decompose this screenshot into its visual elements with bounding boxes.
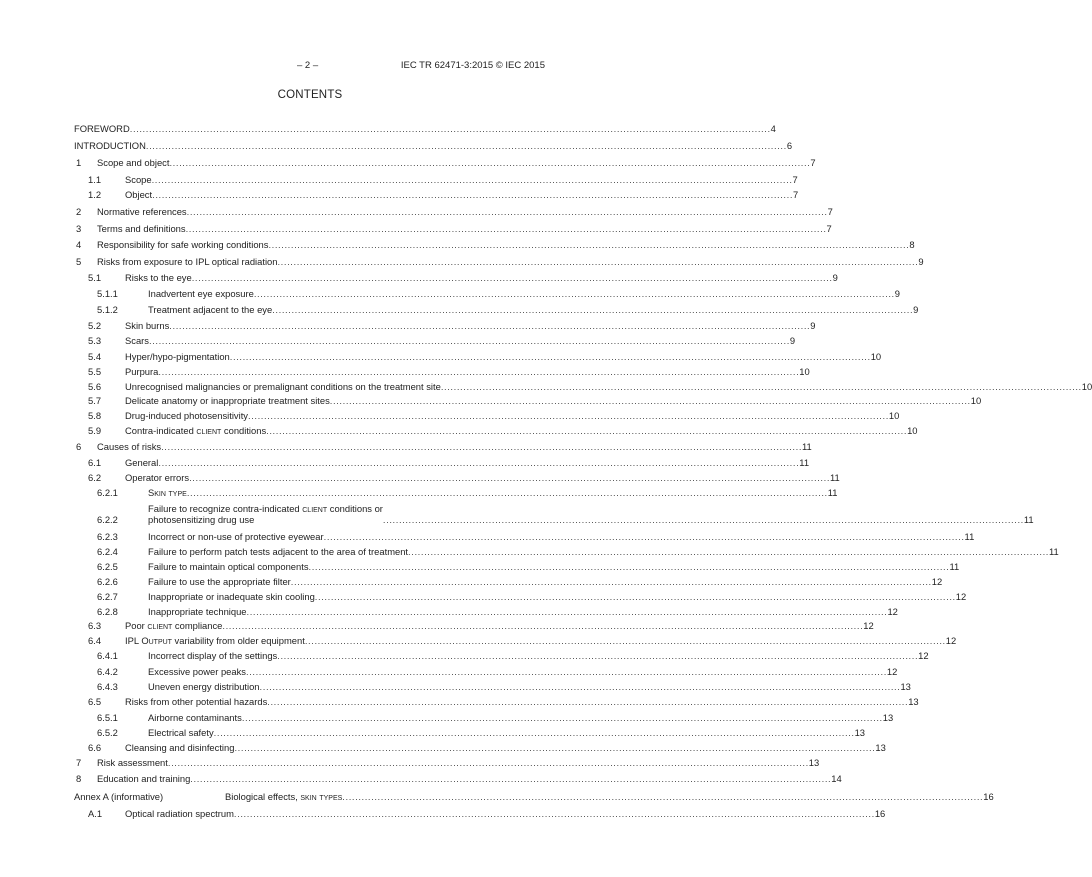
toc-entry-page: 11 — [802, 441, 812, 452]
toc-entry[interactable] — [88, 808, 886, 819]
toc-entry[interactable] — [97, 288, 900, 299]
toc-entry-page: 11 — [1023, 514, 1034, 525]
dot-leader: ........................................................................................................................................................................................................ — [329, 395, 971, 406]
toc-entry-page: 10 — [888, 410, 900, 421]
toc-entry-title — [97, 239, 268, 250]
title-text: Scope — [125, 174, 152, 185]
dot-leader: ........................................................................................................................................................................................................ — [148, 335, 790, 346]
toc-entry[interactable] — [76, 773, 842, 784]
toc-entry-title — [148, 576, 291, 587]
title-text: IPL — [125, 635, 142, 646]
toc-entry-page: 7 — [793, 189, 799, 200]
toc-entry-title — [97, 441, 161, 452]
title-text: Incorrect display of the settings — [148, 650, 278, 661]
toc-entry-number: 6.4.2 — [97, 666, 118, 677]
toc-entry[interactable] — [74, 791, 994, 802]
toc-entry[interactable] — [88, 381, 1092, 392]
title-text: Optical radiation spectrum — [125, 808, 234, 819]
toc-entry-page: 9 — [894, 288, 900, 299]
toc-entry[interactable] — [88, 351, 882, 362]
toc-entry-title — [125, 272, 192, 283]
toc-entry-number: 6.2.2 — [97, 514, 118, 525]
toc-entry-number: Annex A (informative) — [74, 791, 164, 802]
toc-entry-number: 5.1.1 — [97, 288, 118, 299]
toc-entry-number: 5.2 — [88, 320, 102, 331]
toc-entry-number: 6.6 — [88, 742, 102, 753]
toc-entry-title — [97, 773, 190, 784]
title-text: Incorrect or non-use of protective eyewear — [148, 531, 324, 542]
toc-entry[interactable] — [88, 635, 957, 646]
toc-entry[interactable] — [76, 256, 924, 267]
title-text: FOREWORD — [74, 123, 130, 134]
title-text: photosensitizing drug use — [148, 514, 255, 525]
toc-entry-title — [125, 410, 248, 421]
title-text: Contra-indicated — [125, 425, 197, 436]
toc-entry-page: 7 — [810, 157, 816, 168]
title-text: Treatment adjacent to the eye — [148, 304, 273, 315]
small-caps-term: skin types — [300, 791, 343, 802]
toc-entry-page: 9 — [918, 256, 924, 267]
title-text: variability from older equipment — [171, 635, 305, 646]
toc-entry[interactable] — [97, 650, 929, 661]
toc-entry-number: 6.2.7 — [97, 591, 118, 602]
small-caps-term: client — [196, 425, 222, 436]
toc-entry-title — [125, 635, 305, 646]
toc-entry-number: 6.2.5 — [97, 561, 118, 572]
dot-leader: ........................................................................................................................................................................................................ — [290, 576, 932, 587]
toc-entry-number: 5.1.2 — [97, 304, 118, 315]
title-text: Drug-induced photosensitivity — [125, 410, 248, 421]
title-text: conditions or — [327, 503, 383, 514]
toc-entry-number: 2 — [76, 206, 82, 217]
title-text: Risks to the eye — [125, 272, 192, 283]
dot-leader: ........................................................................................................................................................................................................ — [229, 351, 871, 362]
title-text: Cleansing and disinfecting — [125, 742, 235, 753]
toc-entry-page: 10 — [870, 351, 882, 362]
title-text: Excessive power peaks — [148, 666, 246, 677]
dot-leader: ........................................................................................................................................................................................................ — [190, 773, 832, 784]
dot-leader: ........................................................................................................................................................................................................ — [191, 272, 833, 283]
toc-entry-page: 12 — [887, 606, 898, 617]
dot-leader: ........................................................................................................................................................................................................ — [314, 591, 956, 602]
toc-entry-number: 6.5 — [88, 696, 102, 707]
title-text: Failure to perform patch tests adjacent to the area of treatment — [148, 546, 409, 557]
dot-leader: ........................................................................................................................................................................................................ — [158, 457, 800, 468]
toc-entry-title — [125, 189, 152, 200]
toc-entry-number: 5 — [76, 256, 82, 267]
dot-leader: ........................................................................................................................................................................................................ — [129, 123, 771, 134]
toc-entry-number: 6.2.8 — [97, 606, 118, 617]
toc-entry[interactable] — [88, 174, 798, 185]
toc-entry-page: 11 — [830, 472, 840, 483]
toc-entry-title — [225, 791, 342, 802]
toc-entry-page: 4 — [770, 123, 776, 134]
toc-entry-page: 9 — [832, 272, 838, 283]
toc-entry-page: 13 — [900, 681, 911, 692]
toc-entry[interactable] — [97, 503, 1034, 525]
title-text: Purpura — [125, 366, 159, 377]
toc-entry-title — [74, 123, 130, 134]
toc-entry-title — [148, 727, 214, 738]
dot-leader: ........................................................................................................................................................................................................ — [233, 808, 875, 819]
title-text: Unrecognised malignancies or premalignant conditions on the treatment site — [125, 381, 441, 392]
title-text: Object — [125, 189, 153, 200]
toc-entry-title — [125, 808, 234, 819]
toc-entry-page: 16 — [874, 808, 886, 819]
toc-entry-number: 5.4 — [88, 351, 102, 362]
toc-entry-page: 13 — [808, 757, 820, 768]
toc-entry[interactable] — [88, 696, 919, 707]
toc-entry[interactable] — [88, 320, 816, 331]
toc-entry-page: 7 — [826, 223, 832, 234]
toc-entry-page: 13 — [908, 696, 919, 707]
toc-entry[interactable] — [76, 206, 833, 217]
dot-leader: ........................................................................................................................................................................................................ — [267, 696, 909, 707]
toc-entry-page: 10 — [970, 395, 982, 406]
toc-entry-page: 12 — [945, 635, 957, 646]
title-text: Risks from other potential hazards — [125, 696, 268, 707]
toc-entry-title — [148, 531, 324, 542]
toc-entry[interactable] — [97, 546, 1059, 557]
toc-entry-page: 13 — [875, 742, 886, 753]
title-text: Biological effects, — [225, 791, 301, 802]
toc-entry-title — [125, 366, 158, 377]
small-caps-term: client — [302, 503, 328, 514]
toc-entry[interactable] — [97, 591, 967, 602]
toc-entry-number: 6.2.4 — [97, 546, 118, 557]
dot-leader: ........................................................................................................................................................................................................ — [408, 546, 1049, 557]
toc-entry[interactable] — [88, 366, 810, 377]
toc-entry-page: 10 — [1081, 381, 1092, 392]
title-text: Terms and definitions — [97, 223, 186, 234]
toc-entry[interactable] — [97, 304, 919, 315]
dot-leader: ........................................................................................................................................................................................................ — [158, 366, 800, 377]
title-text: Inappropriate or inadequate skin cooling — [148, 591, 315, 602]
toc-entry-page: 12 — [886, 666, 898, 677]
toc-entry[interactable] — [76, 157, 816, 168]
toc-entry-page: 10 — [907, 425, 918, 436]
toc-entry[interactable] — [88, 272, 838, 283]
title-text: Uneven energy distribution — [148, 681, 260, 692]
toc-entry-title — [125, 335, 149, 346]
toc-entry-page: 9 — [789, 335, 796, 346]
dot-leader: ........................................................................................................................................................................................................ — [272, 304, 914, 315]
dot-leader: ........................................................................................................................................................................................................ — [167, 757, 809, 768]
title-text: Education and training — [97, 773, 191, 784]
toc-entry-title — [125, 696, 267, 707]
toc-entry-page: 11 — [964, 531, 975, 542]
toc-entry-title — [148, 288, 254, 299]
toc-entry-number: 5.3 — [88, 335, 102, 346]
toc-entry-page: 7 — [827, 206, 833, 217]
dot-leader: ........................................................................................................................................................................................................ — [382, 514, 1024, 525]
toc-entry-number: 6.5.1 — [97, 712, 118, 723]
toc-entry-title — [125, 351, 230, 362]
toc-entry[interactable] — [97, 681, 911, 692]
title-text: Responsibility for safe working conditions — [97, 239, 269, 250]
title-text: Causes of risks — [97, 441, 162, 452]
title-text: Electrical safety — [148, 727, 214, 738]
toc-entry[interactable] — [88, 395, 982, 406]
toc-entry[interactable] — [74, 123, 776, 134]
toc-entry-title — [148, 487, 187, 498]
dot-leader: ........................................................................................................................................................................................................ — [161, 441, 803, 452]
toc-entry-title — [148, 503, 383, 525]
title-text: Inappropriate technique — [148, 606, 247, 617]
toc-entry[interactable] — [74, 140, 793, 151]
toc-entry-page: 11 — [799, 457, 810, 468]
toc-entry-title — [148, 681, 260, 692]
small-caps-term: Skin type — [148, 487, 187, 498]
toc-entry[interactable] — [97, 666, 898, 677]
toc-entry-title — [148, 591, 315, 602]
toc-entry-number: 6 — [76, 441, 82, 452]
toc-entry[interactable] — [88, 472, 840, 483]
title-text: Poor — [125, 620, 148, 631]
dot-leader: ........................................................................................................................................................................................................ — [234, 742, 876, 753]
dot-leader: ........................................................................................................................................................................................................ — [342, 791, 984, 802]
title-text: Risk assessment — [97, 757, 168, 768]
title-text: Operator errors — [125, 472, 190, 483]
toc-entry-page: 16 — [983, 791, 994, 802]
toc-entry-number: 6.2.3 — [97, 531, 118, 542]
dot-leader: ........................................................................................................................................................................................................ — [304, 635, 946, 646]
title-text: Hyper/hypo-pigmentation — [125, 351, 230, 362]
toc-entry[interactable] — [97, 487, 838, 498]
title-text: Failure to maintain optical components — [148, 561, 309, 572]
toc-entry-title — [148, 712, 242, 723]
title-text: compliance — [172, 620, 223, 631]
dot-leader: ........................................................................................................................................................................................................ — [169, 320, 811, 331]
title-text: General — [125, 457, 159, 468]
dot-leader: ........................................................................................................................................................................................................ — [152, 189, 794, 200]
small-caps-term: Output — [141, 635, 172, 646]
toc-entry-number: 5.6 — [88, 381, 102, 392]
title-text: Normative references — [97, 206, 187, 217]
toc-entry-page: 8 — [909, 239, 915, 250]
dot-leader: ........................................................................................................................................................................................................ — [241, 712, 883, 723]
toc-entry-title — [125, 457, 158, 468]
toc-entry-number: 5.5 — [88, 366, 102, 377]
toc-entry[interactable] — [76, 239, 915, 250]
toc-entry-number: 8 — [76, 773, 82, 784]
toc-entry-number: 3 — [76, 223, 82, 234]
title-text: conditions — [221, 425, 267, 436]
toc-entry[interactable] — [97, 606, 898, 617]
toc-entry-page: 12 — [863, 620, 874, 631]
toc-entry[interactable] — [97, 531, 975, 542]
toc-entry-title — [125, 472, 189, 483]
toc-entry[interactable] — [88, 620, 874, 631]
title-text: Scope and object — [97, 157, 170, 168]
small-caps-term: client — [147, 620, 173, 631]
toc-entry-page: 12 — [931, 576, 943, 587]
toc-entry-title — [148, 666, 246, 677]
toc-entry[interactable] — [88, 425, 918, 436]
toc-entry-number: 1 — [76, 157, 82, 168]
toc-entry-page: 6 — [786, 140, 793, 151]
toc-entry[interactable] — [76, 441, 812, 452]
toc-entry-page: 12 — [955, 591, 967, 602]
page-header-document-ref: IEC TR 62471-3:2015 © IEC 2015 — [400, 60, 545, 71]
toc-entry-title — [148, 546, 408, 557]
dot-leader: ........................................................................................................................................................................................................ — [222, 620, 864, 631]
title-text: Failure to use the appropriate filter — [148, 576, 291, 587]
title-text: Scars — [125, 335, 149, 346]
toc-entry-title — [97, 206, 187, 217]
dot-leader: ........................................................................................................................................................................................................ — [213, 727, 855, 738]
page-title: CONTENTS — [277, 89, 343, 101]
dot-leader: ........................................................................................................................................................................................................ — [266, 425, 908, 436]
title-text: Failure to recognize contra-indicated — [148, 503, 303, 514]
toc-entry[interactable] — [88, 742, 886, 753]
toc-entry-page: 9 — [913, 304, 919, 315]
dot-leader: ........................................................................................................................................................................................................ — [440, 381, 1082, 392]
dot-leader: ........................................................................................................................................................................................................ — [186, 206, 828, 217]
toc-entry-title — [125, 174, 152, 185]
toc-entry-title — [125, 381, 441, 392]
toc-entry[interactable] — [88, 189, 799, 200]
dot-leader: ........................................................................................................................................................................................................ — [189, 472, 831, 483]
toc-entry-number: 4 — [76, 239, 82, 250]
toc-entry-title — [148, 561, 309, 572]
dot-leader: ........................................................................................................................................................................................................ — [246, 606, 888, 617]
toc-entry-number: 6.3 — [88, 620, 102, 631]
toc-entry[interactable] — [88, 410, 900, 421]
toc-entry-title — [148, 606, 247, 617]
toc-entry[interactable] — [76, 757, 820, 768]
toc-entry-page: 13 — [854, 727, 866, 738]
title-text: INTRODUCTION — [74, 140, 146, 151]
toc-entry-title — [125, 425, 266, 436]
toc-entry-title — [74, 140, 146, 151]
toc-entry-number: 5.1 — [88, 272, 102, 283]
toc-entry-number: 6.4.1 — [97, 650, 118, 661]
toc-entry-title — [148, 650, 277, 661]
dot-leader: ........................................................................................................................................................................................................ — [308, 561, 950, 572]
page-header-number: – 2 – — [297, 60, 319, 71]
toc-entry-number: 7 — [76, 757, 82, 768]
toc-entry-title — [97, 256, 277, 267]
dot-leader: ........................................................................................................................................................................................................ — [247, 410, 889, 421]
toc-entry-title — [125, 395, 330, 406]
toc-entry-title — [148, 304, 272, 315]
toc-entry-number: 6.2.6 — [97, 576, 118, 587]
toc-entry-title — [97, 757, 168, 768]
title-text: Inadvertent eye exposure — [148, 288, 254, 299]
toc-entry[interactable] — [97, 561, 960, 572]
toc-entry-number: 5.9 — [88, 425, 102, 436]
toc-entry-page: 9 — [810, 320, 816, 331]
toc-entry-number: 6.2 — [88, 472, 102, 483]
toc-entry-page: 11 — [827, 487, 838, 498]
toc-entry[interactable] — [76, 223, 832, 234]
toc-entry-title — [125, 320, 169, 331]
title-text: Airborne contaminants — [148, 712, 242, 723]
toc-entry[interactable] — [97, 727, 866, 738]
toc-entry-number: 6.1 — [88, 457, 102, 468]
toc-entry-number: 5.7 — [88, 395, 102, 406]
toc-entry-number: 5.8 — [88, 410, 102, 421]
dot-leader: ........................................................................................................................................................................................................ — [169, 157, 811, 168]
dot-leader: ........................................................................................................................................................................................................ — [268, 239, 910, 250]
dot-leader: ........................................................................................................................................................................................................ — [277, 650, 919, 661]
toc-entry-title — [97, 223, 186, 234]
toc-entry-number: 1.2 — [88, 189, 102, 200]
toc-entry-page: 11 — [1048, 546, 1059, 557]
dot-leader: ........................................................................................................................................................................................................ — [186, 487, 828, 498]
title-text: Risks from exposure to IPL optical radiation — [97, 256, 278, 267]
toc-entry-title — [125, 742, 234, 753]
dot-leader: ........................................................................................................................................................................................................ — [277, 256, 919, 267]
toc-entry-page: 7 — [792, 174, 798, 185]
toc-entry-number: 1.1 — [88, 174, 102, 185]
toc-entry[interactable] — [88, 457, 810, 468]
dot-leader: ........................................................................................................................................................................................................ — [145, 140, 787, 151]
toc-entry-title — [97, 157, 169, 168]
dot-leader: ........................................................................................................................................................................................................ — [185, 223, 827, 234]
toc-entry-page: 12 — [918, 650, 929, 661]
dot-leader: ........................................................................................................................................................................................................ — [259, 681, 901, 692]
toc-entry-page: 13 — [882, 712, 894, 723]
toc-entry-title — [125, 620, 222, 631]
toc-entry[interactable] — [97, 576, 943, 587]
title-text: Delicate anatomy or inappropriate treatment sites — [125, 395, 330, 406]
toc-entry-page: 11 — [949, 561, 960, 572]
dot-leader: ........................................................................................................................................................................................................ — [245, 666, 887, 677]
toc-entry[interactable] — [97, 712, 894, 723]
title-text: Skin burns — [125, 320, 170, 331]
dot-leader: ........................................................................................................................................................................................................ — [151, 174, 793, 185]
toc-entry-number: 6.5.2 — [97, 727, 118, 738]
toc-entry-page: 14 — [831, 773, 842, 784]
toc-entry-number: 6.2.1 — [97, 487, 118, 498]
toc-entry-page: 10 — [799, 366, 810, 377]
dot-leader: ........................................................................................................................................................................................................ — [253, 288, 895, 299]
dot-leader: ........................................................................................................................................................................................................ — [323, 531, 965, 542]
toc-entry-number: 6.4 — [88, 635, 102, 646]
toc-entry-number: A.1 — [88, 808, 103, 819]
toc-entry[interactable] — [88, 335, 796, 346]
toc-entry-number: 6.4.3 — [97, 681, 118, 692]
